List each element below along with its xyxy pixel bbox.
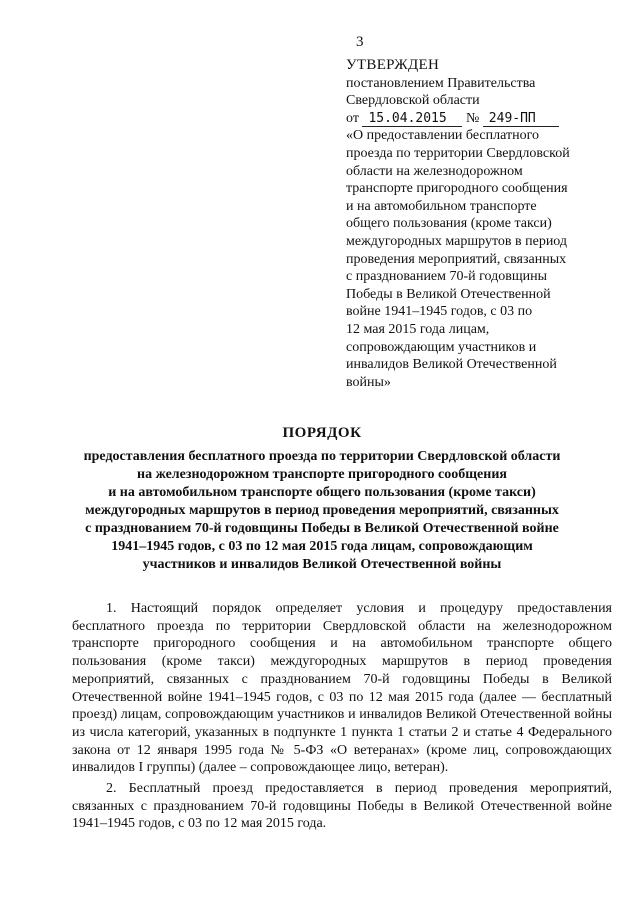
subtitle-line: участников и инвалидов Великой Отечественной войны xyxy=(142,557,502,572)
resolution-title-line: проезда по территории Свердловской xyxy=(346,145,570,161)
resolution-title-line: «О предоставлении бесплатного xyxy=(346,128,539,144)
subtitle-line: и на автомобильном транспорте общего пользования (кроме такси) xyxy=(108,485,536,500)
approval-by: постановлением Правительства xyxy=(346,75,536,91)
resolution-title-line: 12 мая 2015 года лицам, xyxy=(346,321,490,337)
resolution-title-line: войны» xyxy=(346,374,391,390)
approval-date-line xyxy=(346,110,616,128)
document-body xyxy=(72,600,612,836)
document-title-block xyxy=(60,424,584,574)
approval-number: 249-ПП xyxy=(483,112,559,127)
resolution-title-line: инвалидов Великой Отечественной xyxy=(346,357,557,373)
approval-date: 15.04.2015 xyxy=(362,112,462,127)
subtitle-line: на железнодорожном транспорте пригородного сообщения xyxy=(137,467,507,482)
resolution-title-line: Победы в Великой Отечественной xyxy=(346,286,551,302)
paragraph-2: 2. Бесплатный проезд предоставляется в период проведения мероприятий, связанных с празднованием 70-й годовщины Победы в Великой Отечественной войне 1941–1945 годов, с 03 по 12 мая 2015 года. xyxy=(72,781,612,832)
date-prefix: от xyxy=(346,110,359,126)
approval-region: Свердловской области xyxy=(346,93,480,109)
resolution-title-line: области на железнодорожном xyxy=(346,163,523,179)
resolution-title-line: войне 1941–1945 годов, с 03 по xyxy=(346,304,533,320)
resolution-title-line: проведения мероприятий, связанных xyxy=(346,251,567,267)
approval-block xyxy=(346,57,616,391)
subtitle-line: 1941–1945 годов, с 03 по 12 мая 2015 года лицам, сопровождающим xyxy=(111,539,533,554)
document-heading: ПОРЯДОК xyxy=(282,425,362,441)
resolution-title-line: транспорте пригородного сообщения xyxy=(346,181,568,197)
number-sign: № xyxy=(465,110,480,126)
subtitle-line: с празднованием 70-й годовщины Победы в Великой Отечественной войне xyxy=(85,521,559,536)
approved-label: УТВЕРЖДЕН xyxy=(346,57,440,73)
subtitle-line: междугородных маршрутов в период проведения мероприятий, связанных xyxy=(85,503,559,518)
paragraph-1: 1. Настоящий порядок определяет условия и процедуру предоставления бесплатного проезда по территории Свердловской области на железнодорожном транспорте пригородного сообщения и на автомобильном транспорте общего пользования (кроме такси) междугородных маршрутов в период проведения мероприятий, связанных с празднованием 70-й годовщины Победы в Великой Отечественной войне 1941–1945 годов, с 03 по 12 мая 2015 года (далее — бесплатный проезд) лицам, сопровождающим участников и инвалидов Великой Отечественной войны из числа категорий, указанных в подпункте 1 пункта 1 статьи 2 и статье 4 Федерального закона от 12 января 1995 года № 5-ФЗ «О ветеранах» (кроме лиц, сопровождающих инвалидов I группы) (далее – сопровождающее лицо, ветеран). xyxy=(72,601,612,776)
resolution-title-line: междугородных маршрутов в период xyxy=(346,233,568,249)
resolution-title-line: общего пользования (кроме такси) xyxy=(346,216,552,232)
resolution-title-line: с празднованием 70-й годовщины xyxy=(346,269,548,285)
page-number: 3 xyxy=(356,34,364,50)
resolution-title-line: сопровождающим участников и xyxy=(346,339,537,355)
subtitle-line: предоставления бесплатного проезда по территории Свердловской области xyxy=(83,449,561,464)
resolution-title-line: и на автомобильном транспорте xyxy=(346,198,537,214)
